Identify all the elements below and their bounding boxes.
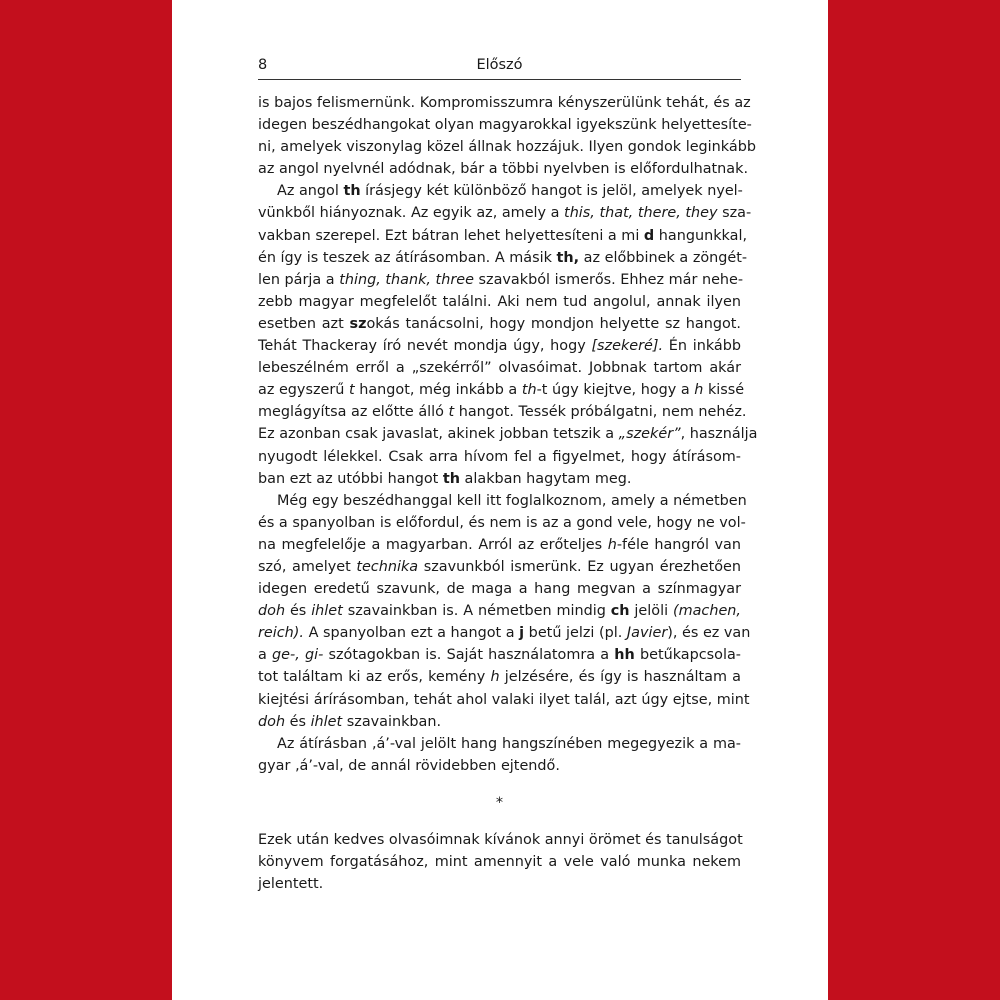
spacer — [258, 777, 741, 792]
body-text — [258, 92, 758, 895]
text-line: Az angol th írásjegy két különböző hangot is jelöl, amelyek nyel- — [277, 183, 743, 200]
text-line: Az átírásban ‚á’-val jelölt hang hangszínében megegyezik a ma- — [277, 735, 741, 752]
text-line: idegen beszédhangokat olyan magyarokkal igyekszünk helyettesíte- — [258, 117, 752, 134]
text-line: jelentett. — [258, 876, 324, 893]
text-line: reich). A spanyolban ezt a hangot a j betű jelzi (pl. Javier), és ez van — [258, 625, 751, 642]
page-number: 8 — [258, 57, 268, 73]
text-line: len párja a thing, thank, three szavakból ismerős. Ehhez már nehe- — [258, 271, 744, 288]
text-line: meglágyítsa az előtte álló t hangot. Tessék próbálgatni, nem nehéz. — [258, 404, 747, 421]
text-line: könyvem forgatásához, mint amennyit a vele való munka nekem — [258, 854, 741, 871]
text-line: vakban szerepel. Ezt bátran lehet helyettesíteni a mi d hangunkkal, — [258, 227, 748, 244]
text-line: és a spanyolban is előfordul, és nem is az a gond vele, hogy ne vol- — [258, 514, 746, 531]
text-line: szó, amelyet technika szavunkból ismerünk. Ez ugyan érezhetően — [258, 558, 741, 575]
text-line: lebeszélném erről a „szekérről” olvasóimat. Jobbnak tartom akár — [258, 360, 741, 377]
section-separator: * — [495, 794, 504, 811]
text-line: ban ezt az utóbbi hangot th alakban hagytam meg. — [258, 470, 632, 487]
book-page — [172, 0, 828, 1000]
text-line: vünkből hiányoznak. Az egyik az, amely a this, that, there, they sza- — [258, 205, 752, 222]
text-line: esetben azt szokás tanácsolni, hogy mondjon helyette sz hangot. — [258, 315, 741, 332]
spacer — [258, 814, 741, 829]
text-line: ni, amelyek viszonylag közel állnak hozzájuk. Ilyen gondok leginkább — [258, 139, 756, 156]
text-line: Még egy beszédhanggal kell itt foglalkoznom, amely a németben — [277, 492, 747, 509]
text-line: az angol nyelvnél adódnak, bár a többi nyelvben is előfordulhatnak. — [258, 161, 749, 178]
text-line: Ezek után kedves olvasóimnak kívánok annyi örömet és tanulságot — [258, 832, 743, 848]
text-line: én így is teszek az átírásomban. A másik th, az előbbinek a zöngét- — [258, 249, 748, 266]
text-line: na megfelelője a magyarban. Arról az erőteljes h-féle hangról van — [258, 536, 741, 553]
text-line: Ez azonban csak javaslat, akinek jobban tetszik a „szekér”, használja — [258, 426, 758, 443]
text-line: nyugodt lélekkel. Csak arra hívom fel a figyelmet, hogy átírásom- — [258, 448, 741, 465]
running-title: Előszó — [476, 57, 523, 73]
text-line: kiejtési árírásomban, tehát ahol valaki ilyet talál, azt úgy ejtse, mint — [258, 691, 750, 708]
text-line: tot találtam ki az erős, kemény h jelzésére, és így is használtam a — [258, 669, 741, 686]
text-line: gyar ‚á’-val, de annál rövidebben ejtendő. — [258, 757, 560, 774]
text-line: doh és ihlet szavainkban is. A németben mindig ch jelöli (machen, — [258, 603, 742, 620]
text-line: idegen eredetű szavunk, de maga a hang megvan a színmagyar — [258, 581, 741, 598]
text-line: doh és ihlet szavainkban. — [258, 713, 442, 730]
text-line: Tehát Thackeray író nevét mondja úgy, hogy [szekeré]. Én inkább — [258, 338, 742, 355]
running-header — [258, 57, 741, 80]
text-line: is bajos felismernünk. Kompromisszumra kényszerülünk tehát, és az — [258, 95, 751, 111]
text-line: az egyszerű t hangot, még inkább a th-t úgy kiejtve, hogy a h kissé — [258, 382, 745, 399]
text-line: a ge-, gi- szótagokban is. Saját használatomra a hh betűkapcsola- — [258, 647, 741, 664]
text-line: zebb magyar megfelelőt találni. Aki nem tud angolul, annak ilyen — [258, 293, 741, 310]
